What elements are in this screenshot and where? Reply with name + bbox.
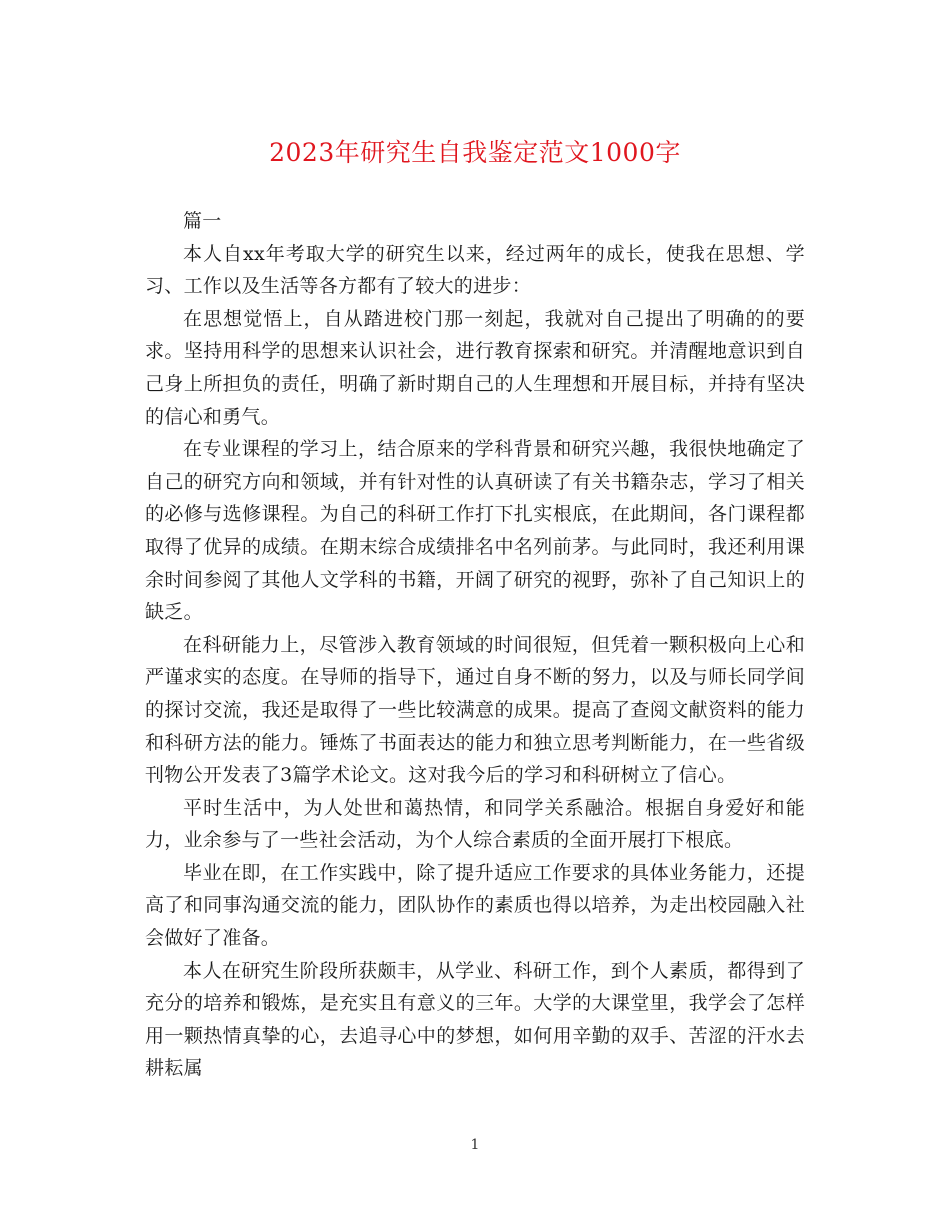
paragraph: 本人在研究生阶段所获颇丰，从学业、科研工作，到个人素质，都得到了充分的培养和锻炼，是充实且有意义的三年。大学的大课堂里，我学会了怎样用一颗热情真挚的心，去追寻心中的梦想，如何用辛勤的双手、苦涩的汗水去耕耘属 <box>145 959 805 1080</box>
paragraph: 本人自xx年考取大学的研究生以来，经过两年的成长，使我在思想、学习、工作以及生活等各方都有了较大的进步： <box>145 242 805 298</box>
section-heading: 篇一 <box>183 210 222 232</box>
paragraph: 平时生活中，为人处世和蔼热情，和同学关系融洽。根据自身爱好和能力，业余参与了一些社会活动，为个人综合素质的全面开展打下根底。 <box>145 796 805 852</box>
document-title: 2023年研究生自我鉴定范文1000字 <box>269 138 681 167</box>
page-number: 1 <box>470 1137 480 1153</box>
paragraph: 在科研能力上，尽管涉入教育领域的时间很短，但凭着一颗积极向上心和严谨求实的态度。在导师的指导下，通过自身不断的努力，以及与师长同学间的探讨交流，我还是取得了一些比较满意的成果。提高了查阅文献资料的能力和科研方法的能力。锤炼了书面表达的能力和独立思考判断能力，在一些省级刊物公开发表了3篇学术论文。这对我今后的学习和科研树立了信心。 <box>145 633 805 787</box>
paragraph: 毕业在即，在工作实践中，除了提升适应工作要求的具体业务能力，还提高了和同事沟通交流的能力，团队协作的素质也得以培养，为走出校园融入社会做好了准备。 <box>145 861 805 950</box>
paragraph: 在思想觉悟上，自从踏进校门那一刻起，我就对自己提出了明确的的要求。坚持用科学的思想来认识社会，进行教育探索和研究。并清醒地意识到自己身上所担负的责任，明确了新时期自己的人生理想和开展目标，并持有坚决的信心和勇气。 <box>145 307 805 428</box>
paragraph: 在专业课程的学习上，结合原来的学科背景和研究兴趣，我很快地确定了自己的研究方向和领域，并有针对性的认真研读了有关书籍杂志，学习了相关的必修与选修课程。为自己的科研工作打下扎实根底，在此期间，各门课程都取得了优异的成绩。在期末综合成绩排名中名列前茅。与此同时，我还利用课余时间参阅了其他人文学科的书籍，开阔了研究的视野，弥补了自己知识上的缺乏。 <box>145 438 805 624</box>
document-body <box>145 205 805 1085</box>
